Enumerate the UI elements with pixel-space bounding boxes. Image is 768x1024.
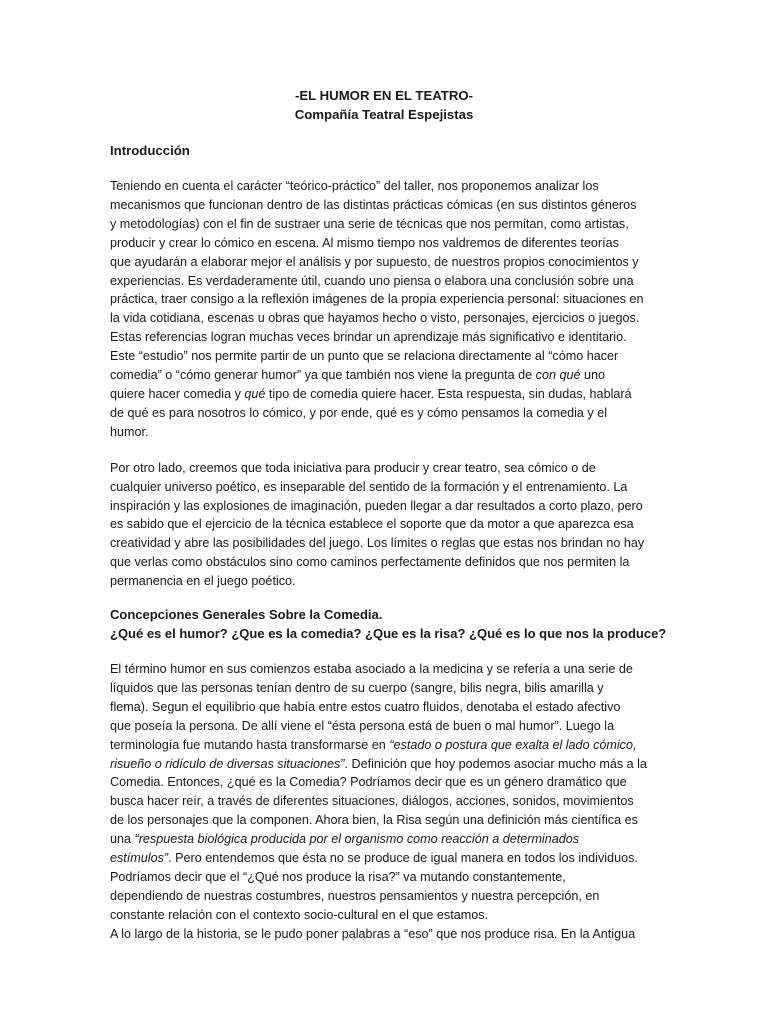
text-line: Este “estudio” nos permite partir de un punto que se relaciona directamente al “cómo hacer — [110, 349, 619, 364]
emphasis-text: estímulos” — [110, 851, 169, 866]
text-line: Estas referencias logran muchas veces brindar un aprendizaje más significativo e identitario. — [110, 330, 627, 345]
text-line: creatividad y abre las posibilidades del juego. Los límites o reglas que estas nos brindan no hay — [110, 536, 645, 551]
text-line — [110, 830, 658, 849]
text-line: la vida cotidiana, escenas u obras que hayamos hecho o visto, personajes, ejercicios o juegos. — [110, 311, 640, 326]
text-line: Comedia. Entonces, ¿qué es la Comedia? Podríamos decir que es un género dramático que — [110, 775, 627, 790]
intro-heading: Introducción — [110, 143, 190, 158]
text-line: Por otro lado, creemos que toda iniciativa para producir y crear teatro, sea cómico o de — [110, 460, 596, 475]
company-name: Compañía Teatral Espejistas — [294, 107, 474, 122]
emphasis-text: qué — [244, 386, 266, 401]
text-line: experiencias. Es verdaderamente útil, cuando uno piensa o elabora una conclusión sobre una — [110, 273, 634, 288]
text-line: producir y crear lo cómico en escena. Al mismo tiempo nos valdremos de diferentes teorías — [110, 235, 619, 250]
text-fragment: tipo de comedia quiere hacer. Esta respuesta, sin dudas, hablará — [265, 386, 632, 401]
text-line: El término humor en sus comienzos estaba asociado a la medicina y se refería a una serie de — [110, 662, 633, 677]
text-line: es sabido que el ejercicio de la técnica establece el soporte que da motor a que aparezca esa — [110, 517, 634, 532]
text-line: humor. — [110, 424, 149, 439]
text-fragment: . Pero entendemos que ésta no se produce de igual manera en todos los individuos. — [168, 851, 638, 866]
title-block — [110, 86, 658, 124]
intro-paragraph-2 — [110, 459, 658, 591]
text-line — [110, 736, 658, 755]
text-line: cualquier universo poético, es inseparable del sentido de la formación y el entrenamiento. La — [110, 479, 628, 494]
text-line — [110, 755, 658, 774]
text-line: permanencia en el juego poético. — [110, 574, 296, 589]
text-line: que verlas como obstáculos sino como caminos perfectamente definidos que nos permiten la — [110, 555, 630, 570]
text-line: práctica, traer consigo a la reflexión imágenes de la propia experiencia personal: situaciones en — [110, 292, 644, 307]
history-paragraph — [110, 925, 658, 944]
text-line: líquidos que las personas tenían dentro de su cuerpo (sangre, bilis negra, bilis amarilla y — [110, 680, 604, 695]
text-line: inspiración y las explosiones de imaginación, pueden llegar a dar resultados a corto plazo, pero — [110, 498, 643, 513]
comedy-paragraph — [110, 660, 658, 925]
text-fragment: quiere hacer comedia y — [110, 386, 245, 401]
text-line — [110, 385, 658, 404]
text-line: Teniendo en cuenta el carácter “teórico-práctico” del taller, nos proponemos analizar los — [110, 179, 599, 193]
text-line — [110, 366, 658, 385]
intro-paragraph-1 — [110, 177, 658, 442]
text-line: dependiendo de nuestras costumbres, nuestros pensamientos y nuestra percepción, en — [110, 888, 600, 903]
text-line: que poseía la persona. De allí viene el “ésta persona está de buen o mal humor”. Luego la — [110, 718, 615, 733]
text-line: mecanismos que funcionan dentro de las distintas prácticas cómicas (en sus distintos géneros — [110, 197, 637, 212]
text-line — [110, 849, 658, 868]
text-line: flema). Segun el equilibrio que había entre estos cuatro fluidos, denotaba el estado afectivo — [110, 699, 621, 714]
text-line: busca hacer reír, a través de diferentes situaciones, diálogos, acciones, sonidos, movimientos — [110, 794, 634, 809]
text-fragment: terminología fue mutando hasta transformarse en — [110, 737, 390, 752]
section-questions: ¿Qué es el humor? ¿Que es la comedia? ¿Que es la risa? ¿Qué es lo que nos la produce? — [110, 626, 667, 642]
text-line: A lo largo de la historia, se le pudo poner palabras a “eso” que nos produce risa. En la Antigua — [110, 926, 636, 941]
text-fragment: uno — [580, 368, 605, 383]
text-fragment: una — [110, 832, 135, 847]
emphasis-text: “estado o postura que exalta el lado cómico, — [389, 737, 637, 752]
text-line: constante relación con el contexto socio-cultural en el que estamos. — [110, 907, 489, 922]
text-line: y metodologías) con el fin de sustraer una serie de técnicas que nos permitan, como artistas, — [110, 216, 629, 231]
text-line: que ayudarán a elaborar mejor el análisis y por supuesto, de nuestros propios conocimientos y — [110, 254, 639, 269]
text-line: Podríamos decir que el “¿Qué nos produce la risa?” va mutando constantemente, — [110, 870, 566, 884]
text-line: de qué es para nosotros lo cómico, y por ende, qué es y cómo pensamos la comedia y el — [110, 405, 608, 420]
text-line: de los personajes que la componen. Ahora bien, la Risa según una definición más científica es — [110, 813, 638, 828]
emphasis-text: con qué — [535, 368, 581, 383]
emphasis-text: “respuesta biológica producida por el organismo como reacción a determinados — [134, 832, 580, 847]
document-title: -EL HUMOR EN EL TEATRO- — [294, 88, 474, 103]
section-heading: Concepciones Generales Sobre la Comedia. — [110, 607, 383, 623]
text-fragment: comedia” o “cómo generar humor” ya que también nos viene la pregunta de — [110, 368, 536, 383]
section-heading-block — [110, 605, 768, 643]
emphasis-text: risueño o ridículo de diversas situaciones” — [110, 756, 345, 771]
text-fragment: . Definición que hoy podemos asociar mucho más a la — [344, 756, 647, 771]
